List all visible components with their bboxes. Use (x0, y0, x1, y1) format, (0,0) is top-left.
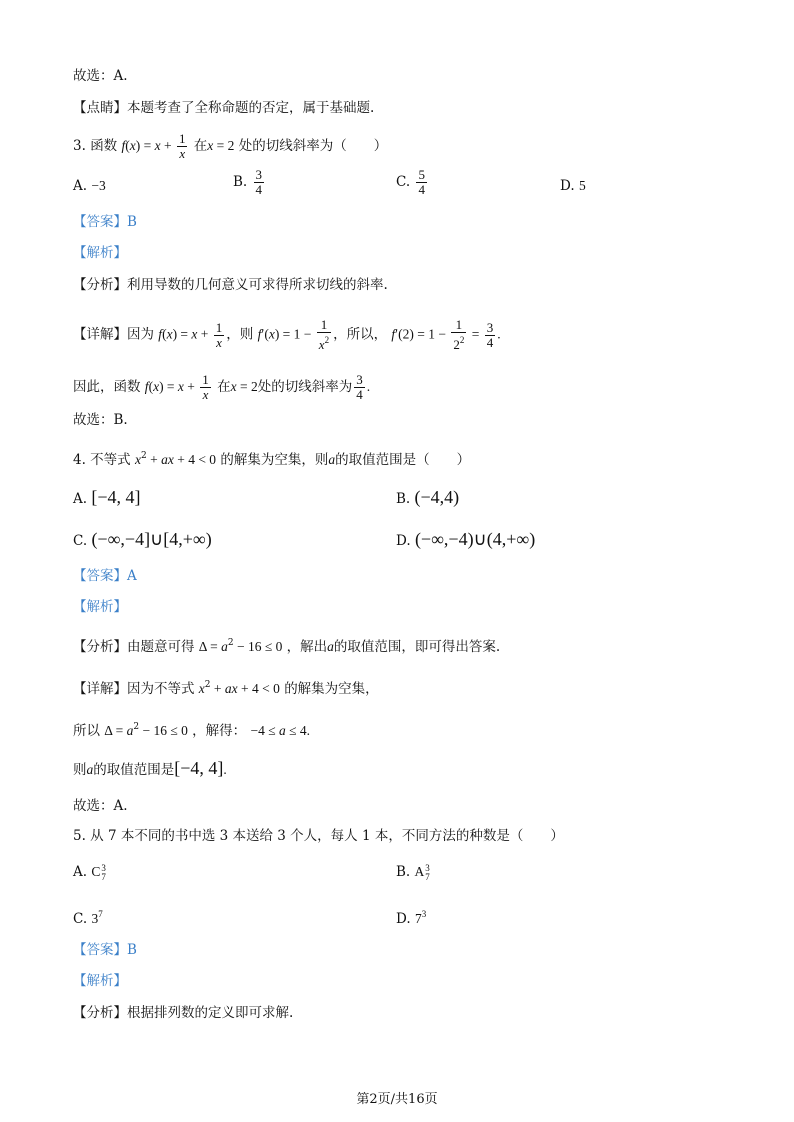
answer-label: 【答案】B (73, 214, 137, 230)
jiexi-label: 【解析】 (73, 973, 127, 989)
jiexi-label: 【解析】 (73, 245, 127, 261)
xiangjie-line: 【详解】因为 f(x) = x + $\frac{1}{x}$ ，则 f′(x) = 1 − $\frac{1}{x^2}$ ，所以， f′(2) = 1 − $\frac{1}{2^2}$ = $\frac{3}{4}$ . (73, 317, 501, 352)
option-c: C. $3^7$ (73, 909, 103, 927)
page-footer: 第2页/共16页 (356, 1092, 438, 1107)
question-stem-text: 函数 (90, 138, 118, 154)
conclusion-line: 故选：A. (73, 68, 128, 84)
question-stem-text: 在 (193, 138, 208, 154)
question-3-stem: 3. 函数 f(x) = x + $\frac{1}{x}$ 在x = 2 处的切线斜率为（ ） (73, 131, 388, 161)
ze-line: 则a的取值范围是[−4, 4]. (73, 758, 227, 778)
dianjing-line: 【点睛】本题考查了全称命题的否定，属于基础题. (73, 100, 375, 116)
option-d: D. $7^3$ (396, 909, 427, 927)
option-d: D. 5 (560, 178, 586, 194)
option-b: B. A 3 7 (396, 862, 430, 882)
option-c: C. (−∞,−4]∪[4,+∞) (73, 529, 212, 549)
fraction: $\frac{1}{x}$ (178, 131, 186, 161)
fenxi-line: 【分析】利用导数的几何意义可求得所求切线的斜率. (73, 277, 388, 293)
option-b: B. $\frac{3}{4}$ (233, 167, 263, 197)
math-expression: f (121, 138, 126, 153)
choose-line: 故选：A. (73, 798, 128, 814)
xiangjie-line: 【详解】因为不等式 $x^2$ + ax + 4 < 0 的解集为空集， (73, 680, 379, 697)
conclusion-line: 因此，函数 f(x) = x + $\frac{1}{x}$ 在x = 2处的切线斜率为 $\frac{3}{4}$ . (73, 372, 371, 402)
option-a: A. −3 (73, 178, 106, 194)
option-d: D. (−∞,−4)∪(4,+∞) (396, 529, 536, 549)
suoyi-line: 所以 $\Delta = a^2 - 16 \le 0$ ，解得： −4 ≤ a ≤ 4. (73, 722, 311, 739)
answer-label: 【答案】B (73, 942, 137, 958)
choose-line: 故选：B. (73, 412, 128, 428)
option-b: B. (−4,4) (396, 487, 460, 507)
option-a: A. [−4, 4] (73, 487, 141, 507)
fenxi-line: 【分析】由题意可得 $\Delta = a^2 - 16 \le 0$ ，解出a的取值范围，即可得出答案. (73, 638, 501, 655)
answer-label: 【答案】A (73, 568, 137, 584)
question-5-stem: 5. 从 7 本不同的书中选 3 本送给 3 个人，每人 1 本，不同方法的种数是（ ） (73, 828, 564, 844)
fenxi-line: 【分析】根据排列数的定义即可求解. (73, 1005, 294, 1021)
question-number: 3. (73, 138, 86, 154)
option-c: C. $\frac{5}{4}$ (396, 167, 425, 197)
question-stem-text: 处的切线斜率为（ ） (238, 138, 388, 154)
question-4-stem: 4. 不等式 $x^2$ + ax + 4 < 0 的解集为空集，则a的取值范围是（ ） (73, 451, 471, 468)
jiexi-label: 【解析】 (73, 599, 127, 615)
option-a: A. C 3 7 (73, 862, 106, 882)
